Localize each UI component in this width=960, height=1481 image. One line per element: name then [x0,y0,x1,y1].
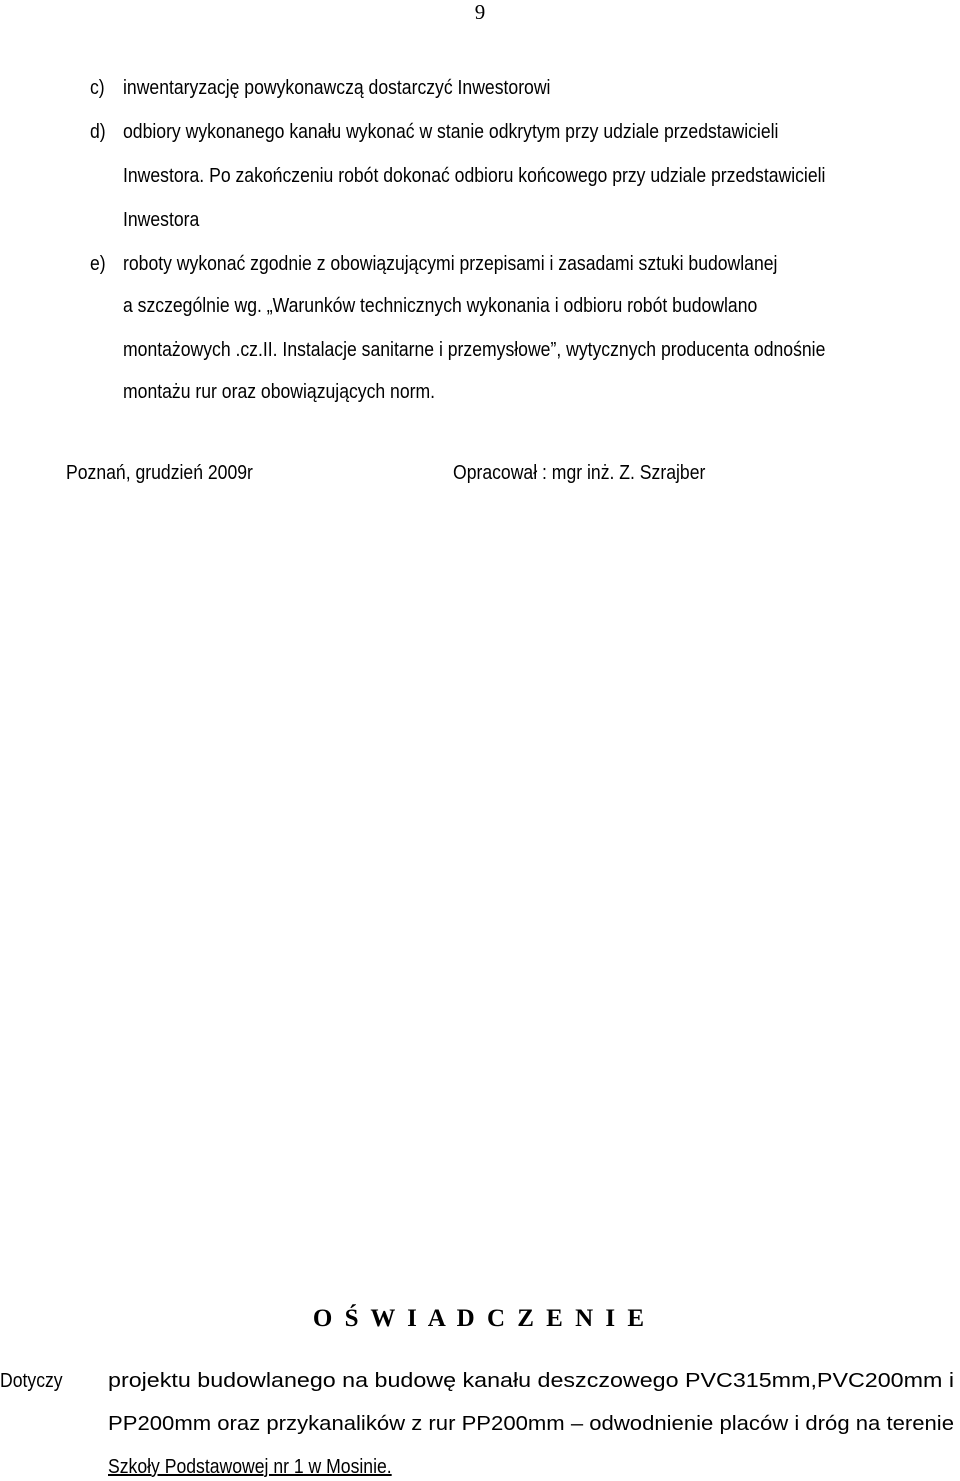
item-d-line-2: Inwestora. Po zakończeniu robót dokonać odbioru końcowego przy udziale przedstawicieli [123,165,826,187]
declaration-label: Dotyczy [0,1370,63,1392]
item-c-text: inwentaryzację powykonawczą dostarczyć Inwestorowi [123,77,551,99]
declaration-line-3 [108,1455,430,1479]
item-c-label: c) [90,77,105,99]
declaration-line-2-text: PP200mm oraz przykanalików z rur PP200mm – odwodnienie placów i dróg na terenie [108,1413,954,1435]
declaration-line-1-text: projektu budowlanego na budowę kanału deszczowego PVC315mm,PVC200mm i [108,1370,954,1392]
declaration-line-1 [108,1369,954,1393]
declaration-line-3-text: Szkoły Podstawowej nr 1 w Mosinie. [108,1456,392,1478]
item-d-line-3: Inwestora [123,209,200,231]
item-e-line-4: montażu rur oraz obowiązujących norm. [123,381,436,403]
item-d-line-1: odbiory wykonanego kanału wykonać w stanie odkrytym przy udziale przedstawicieli [123,121,779,143]
item-e-label: e) [90,253,106,275]
declaration-heading: O Ś W I A D C Z E N I E [312,1305,648,1332]
page-number: 9 [474,0,486,24]
declaration-line-2 [108,1412,954,1436]
item-e-line-3: montażowych .cz.II. Instalacje sanitarne i przemysłowe”, wytycznych producenta odnośnie [123,339,826,361]
place-date: Poznań, grudzień 2009r [66,462,253,484]
item-e-line-1: roboty wykonać zgodnie z obowiązującymi przepisami i zasadami sztuki budowlanej [123,253,778,275]
prepared-by: Opracował : mgr inż. Z. Szrajber [453,462,706,484]
item-d-label: d) [90,121,106,143]
item-e-line-2: a szczególnie wg. „Warunków technicznych wykonania i odbioru robót budowlano [123,295,758,317]
